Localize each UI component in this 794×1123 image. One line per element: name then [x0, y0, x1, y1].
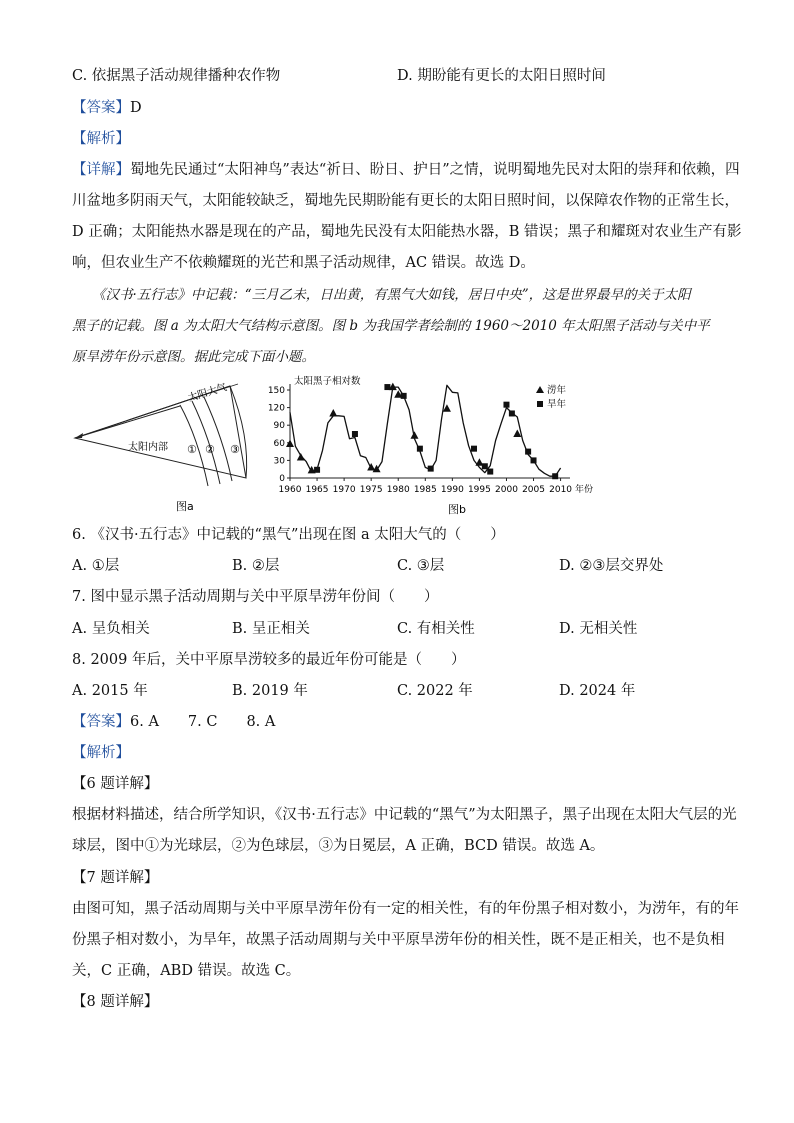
x-axis-label: 年份 [574, 485, 594, 495]
y-tick-label: 120 [267, 403, 285, 414]
layer-boundary-3 [204, 397, 232, 481]
figure-b-chart [267, 372, 612, 518]
drought-year-marker [503, 402, 509, 408]
legend-drought-marker [537, 401, 543, 407]
detail6-label: 【6 题详解】 [72, 776, 159, 792]
x-tick-label: 1985 [413, 485, 437, 495]
answer-label: 【答案】 [72, 100, 130, 116]
drought-year-marker [482, 463, 488, 469]
answer-line-2 [72, 712, 275, 732]
flood-year-marker [410, 431, 418, 439]
drought-year-marker [352, 431, 358, 437]
q6-option-c: C. ③层 [397, 558, 445, 574]
option-c-prev: C. 依据黑子活动规律播种农作物 [72, 68, 281, 84]
atmosphere-label: 太阳大气 [186, 382, 229, 405]
detail-text: 蜀地先民通过“太阳神鸟”表达“祈日、盼日、护日”之情，说明蜀地先民对太阳的崇拜和依赖，四 [130, 162, 740, 178]
detail7-label: 【7 题详解】 [72, 870, 159, 886]
detail7-line-3: 关，C 正确，ABD 错误。故选 C。 [72, 963, 301, 979]
answer2-label: 【答案】 [72, 714, 130, 730]
option-d-prev: D. 期盼能有更长的太阳日照时间 [397, 68, 606, 84]
detail8-label: 【8 题详解】 [72, 994, 159, 1010]
detail6-line-2: 球层，图中①为光球层，②为色球层，③为日冕层，A 正确，BCD 错误。故选 A。 [72, 838, 605, 854]
drought-year-marker [552, 473, 558, 479]
y-tick-label: 150 [267, 386, 285, 396]
q7-option-d: D. 无相关性 [559, 621, 638, 637]
x-tick-label: 1960 [278, 485, 302, 495]
figure-a-wedge [75, 386, 246, 478]
drought-year-marker [471, 446, 477, 452]
q7-option-b: B. 呈正相关 [232, 621, 310, 637]
q6-option-b: B. ②层 [232, 558, 280, 574]
detail-line-3: D 正确；太阳能热水器是现在的产品，蜀地先民没有太阳能热水器，B 错误；黑子和耀斑对农业生产有影 [72, 224, 742, 240]
q7-option-c: C. 有相关性 [397, 621, 475, 637]
q8-option-b: B. 2019 年 [232, 683, 308, 699]
answer2-value: 6. A 7. C 8. A [130, 714, 276, 730]
drought-year-marker [509, 410, 515, 416]
q7-stem: 7. 图中显示黑子活动周期与关中平原旱涝年份间（ ） [72, 589, 439, 605]
x-tick-label: 2010 [549, 485, 573, 495]
figure-a-arrow [78, 406, 180, 437]
answer-line-1 [72, 98, 142, 118]
drought-year-marker [384, 384, 390, 390]
detail-line-2: 川盆地多阴雨天气，太阳能较缺乏，蜀地先民期盼能有更长的太阳日照时间，以保障农作物的正常生长， [72, 193, 739, 209]
x-tick-label: 1965 [305, 485, 329, 495]
q8-option-a: A. 2015 年 [72, 683, 148, 699]
x-tick-label: 1990 [440, 485, 464, 495]
layer-label-3: ③ [230, 443, 240, 456]
figure-a [70, 378, 270, 518]
interior-label: 太阳内部 [128, 442, 168, 453]
drought-year-marker [401, 393, 407, 399]
detail-line-1 [72, 160, 740, 180]
y-tick-label: 90 [273, 421, 285, 432]
answer-value: D [130, 100, 142, 116]
legend-flood-marker [536, 386, 544, 393]
layer-label-1: ① [187, 443, 197, 456]
flood-year-marker [297, 453, 305, 461]
sunspot-line [290, 385, 561, 476]
drought-year-marker [525, 449, 531, 455]
analysis-label-2: 【解析】 [72, 745, 130, 761]
q8-option-d: D. 2024 年 [559, 683, 636, 699]
y-tick-label: 0 [279, 474, 285, 484]
x-tick-label: 1975 [359, 485, 383, 495]
detail-line-4: 响，但农业生产不依赖耀斑的光芒和黑子活动规律，AC 错误。故选 D。 [72, 255, 535, 271]
detail7-line-2: 份黑子相对数小，为旱年，故黑子活动周期与关中平原旱涝年份的相关性，既不是正相关，也不是负相 [72, 932, 725, 948]
drought-year-marker [428, 466, 434, 472]
chart-legend [536, 384, 567, 410]
drought-year-marker [314, 467, 320, 473]
q7-option-a: A. 呈负相关 [72, 621, 150, 637]
q6-stem: 6. 《汉书·五行志》中记载的“黑气”出现在图 a 太阳大气的（ ） [72, 527, 505, 543]
figure-a-caption: 图a [176, 500, 194, 513]
x-tick-label: 2000 [495, 485, 518, 495]
figure-b-caption: 图b [448, 503, 466, 516]
y-tick-label: 60 [273, 438, 285, 449]
x-tick-label: 2005 [522, 485, 545, 495]
material-line-1: 《汉书·五行志》中记载：“三月乙未，日出黄，有黑气大如钱，居日中央”，这是世界最早的关于太阳 [92, 287, 691, 303]
drought-year-marker [487, 469, 493, 475]
q6-option-a: A. ①层 [72, 558, 120, 574]
q8-stem: 8. 2009 年后，关中平原旱涝较多的最近年份可能是（ ） [72, 652, 466, 668]
detail-label: 【详解】 [72, 162, 130, 178]
legend-drought-label: 旱年 [547, 399, 567, 410]
material-line-2: 黑子的记载。图 a 为太阳大气结构示意图。图 b 为我国学者绘制的 1960～2010 年太阳黑子活动与关中平 [72, 318, 710, 334]
material-line-3: 原旱涝年份示意图。据此完成下面小题。 [72, 349, 315, 365]
detail6-line-1: 根据材料描述，结合所学知识，《汉书·五行志》中记载的“黑气”为太阳黑子，黑子出现在太阳大气层的光 [72, 807, 737, 823]
x-tick-label: 1995 [467, 485, 491, 495]
flood-year-marker [329, 409, 337, 417]
drought-year-marker [417, 446, 423, 452]
chart-ylabel: 太阳黑子相对数 [294, 376, 361, 387]
q6-option-d: D. ②③层交界处 [559, 558, 664, 574]
x-tick-label: 1980 [386, 485, 410, 495]
legend-flood-label: 涝年 [547, 385, 567, 396]
detail7-line-1: 由图可知，黑子活动周期与关中平原旱涝年份有一定的相关性，有的年份黑子相对数小，为涝年，有的年 [72, 901, 739, 917]
q8-option-c: C. 2022 年 [397, 683, 473, 699]
analysis-label-1: 【解析】 [72, 131, 130, 147]
y-tick-label: 30 [273, 456, 285, 467]
x-tick-label: 1970 [332, 485, 356, 495]
drought-year-marker [531, 457, 537, 463]
layer-label-2: ② [205, 443, 215, 456]
